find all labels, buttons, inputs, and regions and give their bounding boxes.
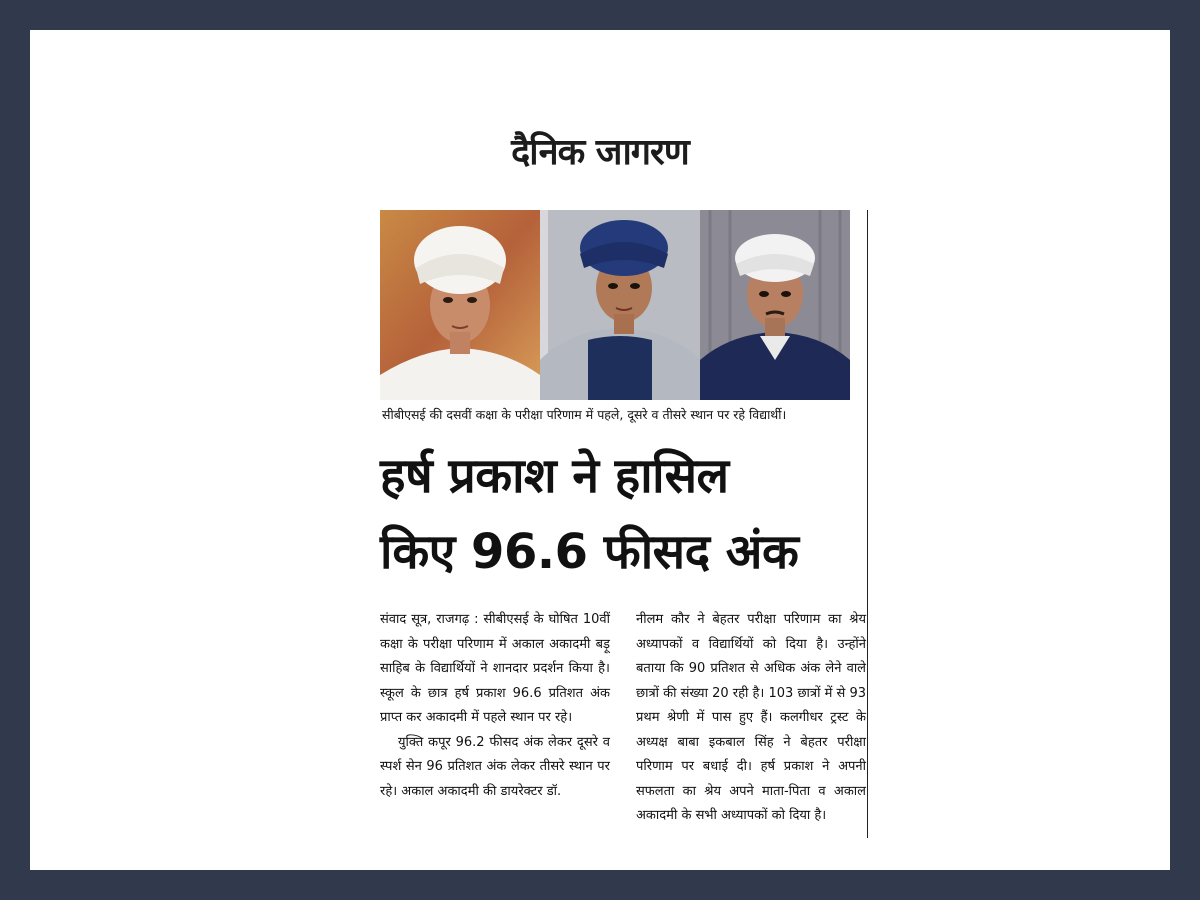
headline bbox=[380, 438, 866, 590]
headline-line-1: हर्ष प्रकाश ने हासिल bbox=[380, 448, 729, 504]
article-column-2 bbox=[636, 608, 866, 829]
student-photo-1 bbox=[380, 210, 540, 400]
image-frame bbox=[30, 30, 1170, 870]
column-rule bbox=[867, 210, 868, 838]
article-column-1 bbox=[380, 608, 610, 829]
student-photos bbox=[380, 210, 850, 400]
photo-caption: सीबीएसई की दसवीं कक्षा के परीक्षा परिणाम में पहले, दूसरे व तीसरे स्थान पर रहे विद्यार्थी। bbox=[382, 407, 787, 422]
article-body bbox=[380, 608, 866, 829]
student-photo-2 bbox=[540, 210, 700, 400]
article-paragraph: संवाद सूत्र, राजगढ़ : सीबीएसई के घोषित 10वीं कक्षा के परीक्षा परिणाम में अकाल अकादमी बड़ू साहिब के विद्यार्थियों ने शानदार प्रदर्शन किया है। स्कूल के छात्र हर्ष प्रकाश 96.6 प्रतिशत अंक प्राप्त कर अकादमी में पहले स्थान पर रहे। bbox=[380, 612, 610, 725]
article-paragraph: नीलम कौर ने बेहतर परीक्षा परिणाम का श्रेय अध्यापकों व विद्यार्थियों को दिया है। उन्होंने बताया कि 90 प्रतिशत से अधिक अंक लेने वाले छात्रों की संख्या 20 रही है। 103 छात्रों में से 93 प्रथम श्रेणी में पास हुए हैं। कलगीधर ट्रस्ट के अध्यक्ष बाबा इकबाल सिंह ने बेहतर परीक्षा परिणाम पर बधाई दी। हर्ष प्रकाश ने अपनी सफलता का श्रेय अपने माता-पिता व अकाल अकादमी के सभी अध्यापकों को दिया है। bbox=[636, 612, 866, 823]
headline-line-2: किए 96.6 फीसद अंक bbox=[380, 524, 799, 580]
student-photo-3 bbox=[700, 210, 850, 400]
article-paragraph: युक्ति कपूर 96.2 फीसद अंक लेकर दूसरे व स्पर्श सेन 96 प्रतिशत अंक लेकर तीसरे स्थान पर रहे। अकाल अकादमी की डायरेक्टर डॉ. bbox=[380, 734, 610, 799]
newspaper-masthead: दैनिक जागरण bbox=[511, 132, 689, 173]
news-clipping bbox=[380, 210, 870, 870]
